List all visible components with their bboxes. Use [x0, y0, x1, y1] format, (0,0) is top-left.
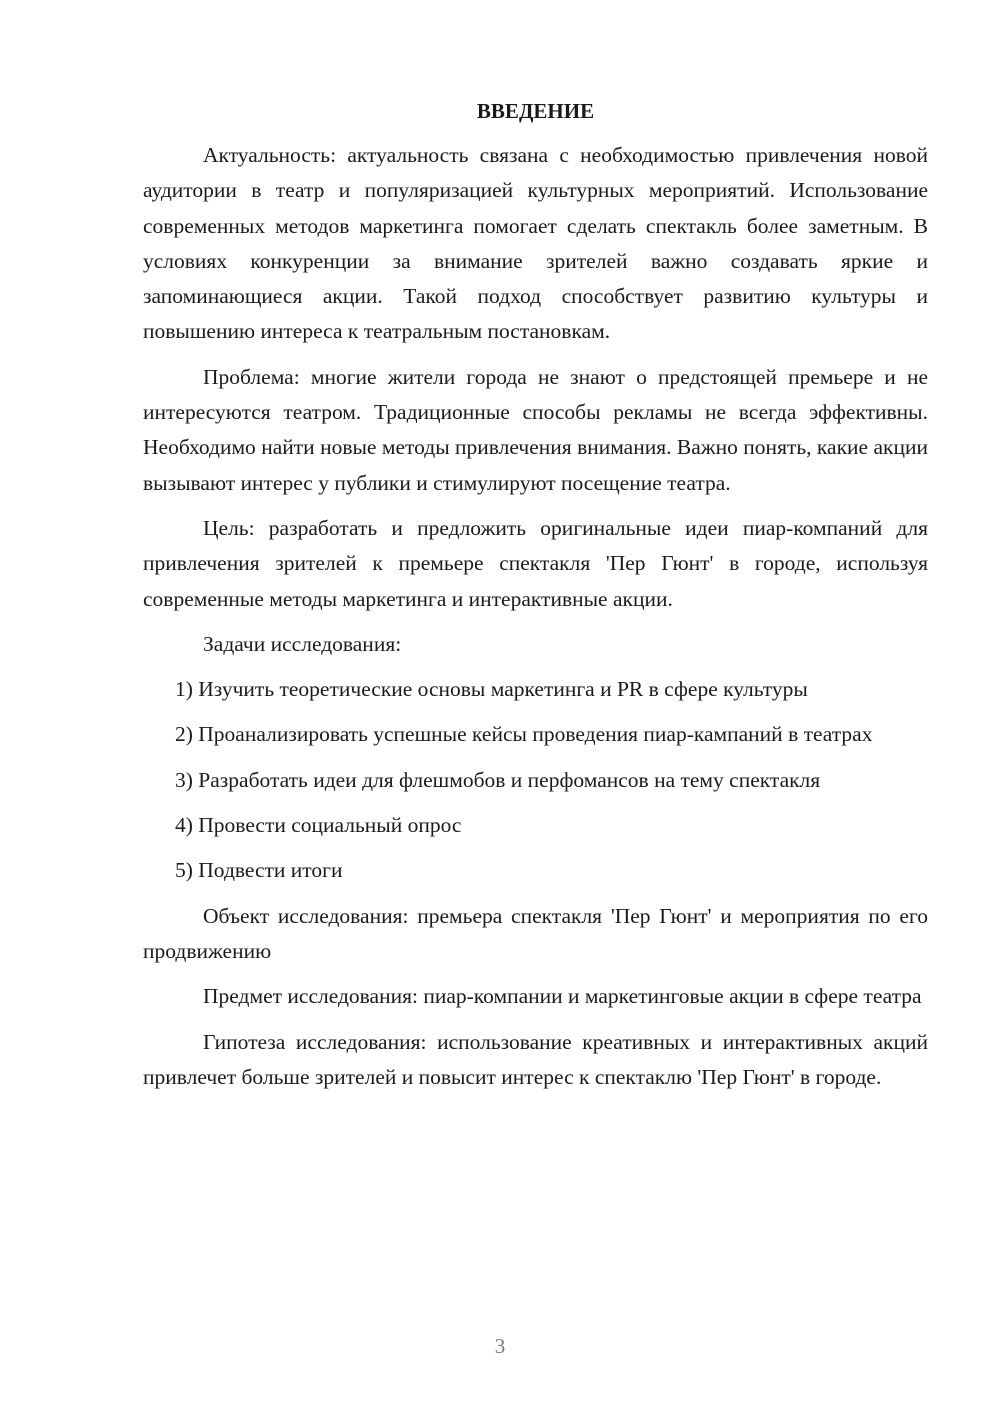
page-number: 3 — [494, 1334, 506, 1358]
task-item-1: 1) Изучить теоретические основы маркетинга и PR в сфере культуры — [175, 677, 808, 702]
task-item-4: 4) Провести социальный опрос — [175, 813, 462, 838]
task-item-3: 3) Разработать идеи для флешмобов и перфомансов на тему спектакля — [175, 767, 821, 792]
tasks-heading: Задачи исследования: — [203, 631, 402, 656]
hypothesis-paragraph: Гипотеза исследования: использование креативных и интерактивных акций привлечет больше зрителей и повысит интерес к спектаклю 'Пер Гюнт' в городе. — [143, 1029, 928, 1089]
relevance-paragraph: Актуальность: актуальность связана с необходимостью привлечения новой аудитории в театр и популяризацией культурных мероприятий. Использование современных методов маркетинга помогает сделать спектакль более заметным. В условиях конкуренции за внимание зрителей важно создавать яркие и запоминающиеся акции. Такой подход способствует развитию культуры и повышению интереса к театральным постановкам. — [143, 143, 928, 344]
task-item-2: 2) Проанализировать успешные кейсы проведения пиар-кампаний в театрах — [175, 722, 873, 747]
subject-paragraph: Предмет исследования: пиар-компании и маркетинговые акции в сфере театра — [203, 984, 922, 1009]
problem-paragraph: Проблема: многие жители города не знают о предстоящей премьере и не интересуются театром. Традиционные способы рекламы не всегда эффективны. Необходимо найти новые методы привлечения внимания. Важно понять, какие акции вызывают интерес у публики и стимулируют посещение театра. — [143, 364, 928, 495]
goal-paragraph: Цель: разработать и предложить оригинальные идеи пиар-компаний для привлечения зрителей к премьере спектакля 'Пер Гюнт' в городе, используя современные методы маркетинга и интерактивные акции. — [143, 515, 928, 611]
page-title: ВВЕДЕНИЕ — [476, 99, 595, 123]
document-page — [143, 96, 928, 1105]
task-item-5: 5) Подвести итоги — [175, 858, 343, 883]
object-paragraph: Объект исследования: премьера спектакля 'Пер Гюнт' и мероприятия по его продвижению — [143, 903, 928, 963]
